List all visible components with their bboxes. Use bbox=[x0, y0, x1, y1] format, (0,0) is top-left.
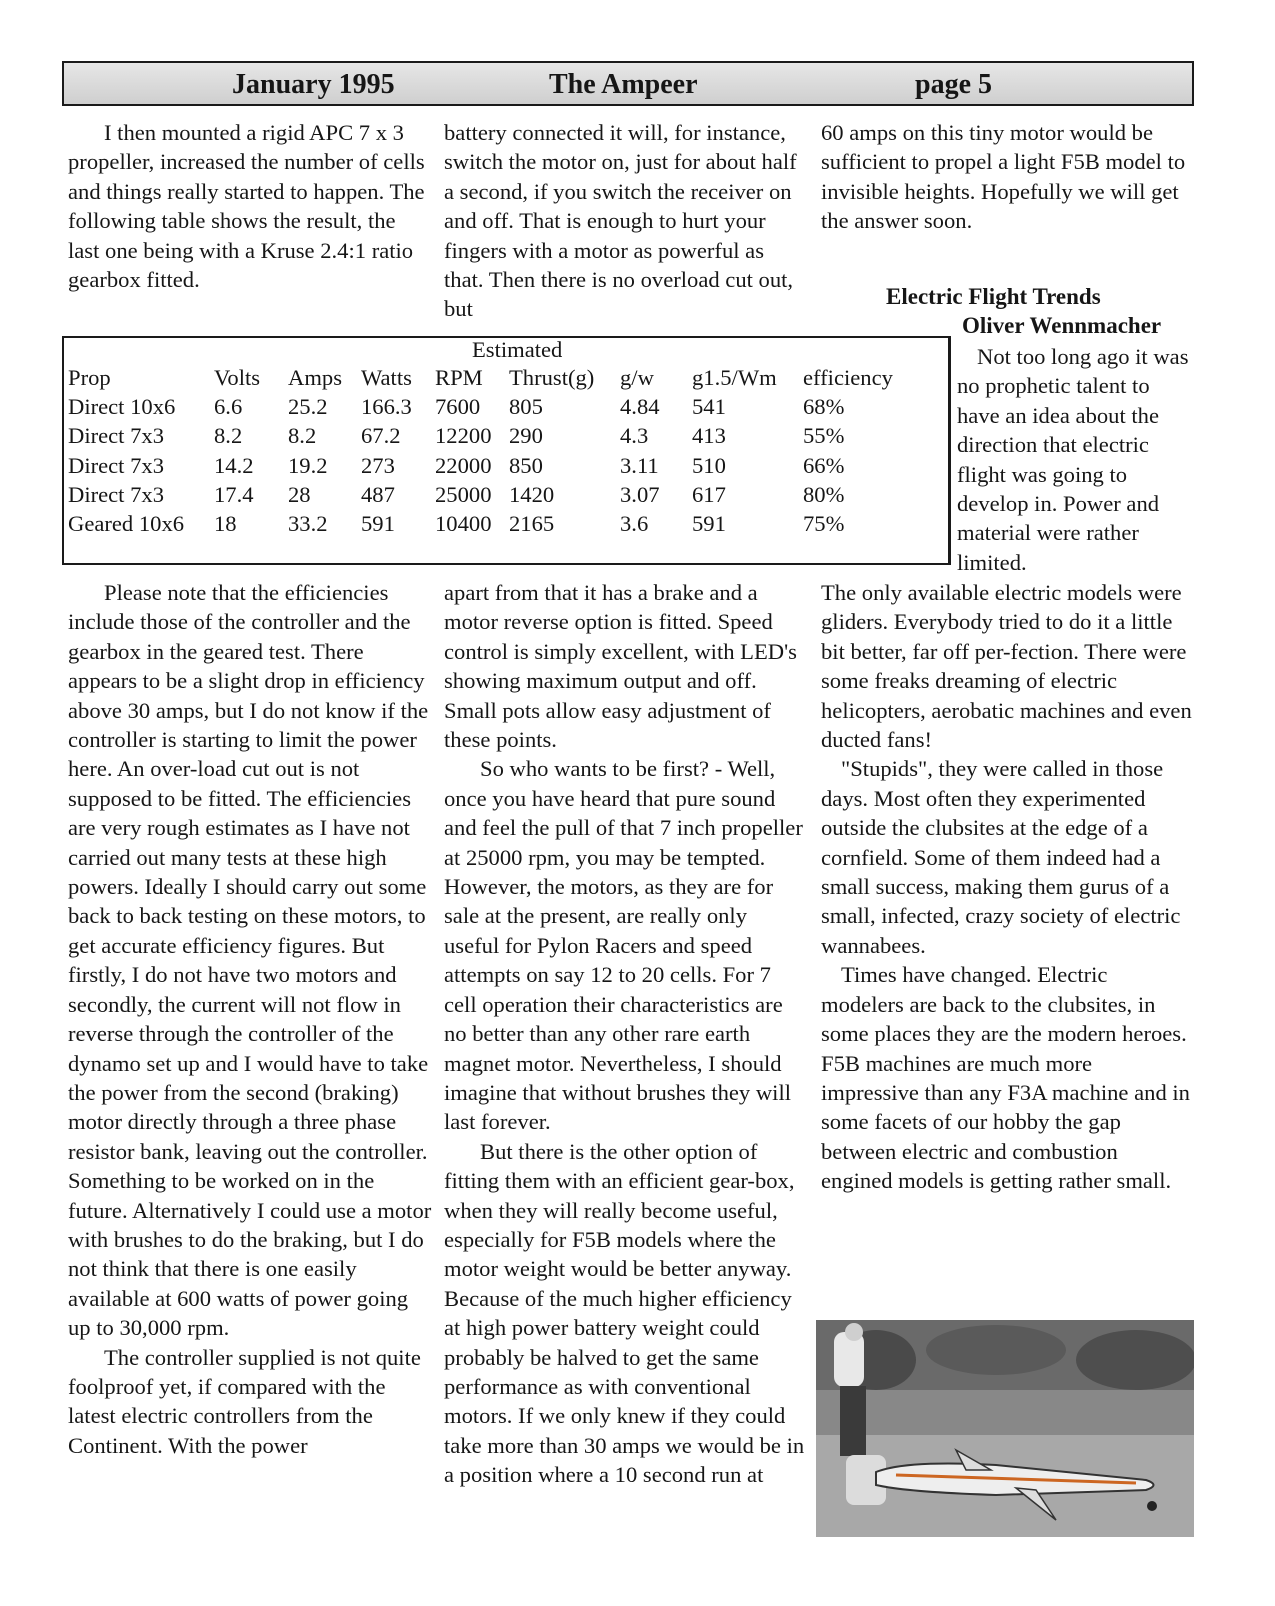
table-cell: 1420 bbox=[509, 481, 555, 507]
table-cell: 17.4 bbox=[214, 481, 254, 507]
table-cell: 4.3 bbox=[620, 423, 649, 449]
paragraph-gearbox: But there is the other option of fitting them with an efficient gear-box, when they will really become useful, especially for F5B models where the motor weight would be better anyway. Because of the much higher efficiency at high power battery weight could probably be halved to get the same performance as with conventional motors. If we only knew if they could take more than 30 amps we would be in a position where a 10 second run at bbox=[444, 1138, 805, 1488]
photo-model-aircraft bbox=[816, 1320, 1194, 1537]
table-column-header: g1.5/Wm bbox=[692, 365, 777, 390]
continued-paragraph: battery connected it will, for instance, switch the motor on, just for about half a second, if you switch the receiver on and off. That is enough to hurt your fingers with a motor as powerful as that. Then there is no overload cut out, but bbox=[444, 120, 797, 322]
table-cell: 22000 bbox=[435, 452, 492, 478]
table-cell: 3.07 bbox=[620, 481, 660, 507]
table-cell: 12200 bbox=[435, 423, 492, 449]
article-author: Oliver Wennmacher bbox=[962, 313, 1162, 338]
table-column-header: RPM bbox=[435, 365, 483, 390]
table-cell: 25.2 bbox=[288, 394, 328, 420]
table-cell: 487 bbox=[361, 481, 395, 507]
table-cell: Direct 10x6 bbox=[68, 394, 176, 420]
table-cell: 14.2 bbox=[214, 452, 254, 478]
table-cell: 8.2 bbox=[288, 423, 317, 449]
column-3-bottom bbox=[821, 578, 1193, 1196]
table-cell: 3.11 bbox=[620, 452, 659, 478]
table-cell: 166.3 bbox=[361, 394, 412, 420]
table-cell: 8.2 bbox=[214, 423, 243, 449]
paragraph-efficiency: Please note that the efficiencies include those of the controller and the gearbox in the geared test. There appears to be a slight drop in efficiency above 30 amps, but I do not know if the controller is starting to limit the power here. An over-load cut out is not supposed to be fitted. The efficiencies are very rough estimates as I have not carried out many tests at these high powers. Ideally I should carry out some back to back testing on these motors, to get accurate efficiency figures. But firstly, I do not have two motors and secondly, the current will not flow in reverse through the controller of the dynamo set up and I would have to take the power from the second (braking) motor directly through a three phase resistor bank, leaving out the controller. Something to be worked on in the future. Alternatively I could use a motor with brushes to do the braking, but I do not think that there is one easily available at 600 watts of power going up to 30,000 rpm. bbox=[68, 580, 432, 1341]
header-date: January 1995 bbox=[232, 69, 395, 100]
table-cell: 2165 bbox=[509, 511, 555, 536]
table-column-header: Prop bbox=[68, 365, 111, 390]
intro-paragraph: I then mounted a rigid APC 7 x 3 propeller, increased the number of cells and things really started to happen. The following table shows the result, the last one being with a Kruse 2.4:1 ratio gearbox fitted. bbox=[68, 120, 425, 293]
table-cell: 18 bbox=[214, 511, 237, 536]
table-cell: Direct 7x3 bbox=[68, 423, 164, 449]
table-column-header: Amps bbox=[288, 365, 342, 390]
table-cell: 805 bbox=[509, 394, 543, 420]
column-2-top bbox=[444, 118, 804, 324]
table-group-header: Estimated bbox=[472, 337, 563, 362]
table-cell: 541 bbox=[692, 394, 726, 420]
table-cell: 33.2 bbox=[288, 511, 328, 536]
table-column-header: Volts bbox=[214, 365, 261, 390]
paragraph-who-first: So who wants to be first? - Well, once you have heard that pure sound and feel the pull of that 7 inch propeller at 25000 rpm, you may be tempted. However, the motors, as they are for sale at the present, are really only useful for Pylon Racers and speed attempts on say 12 to 20 cells. For 7 cell operation their characteristics are no better than any other rare earth magnet motor. Nevertheless, I should imagine that without brushes they will last forever. bbox=[444, 756, 803, 1135]
table-cell: 591 bbox=[361, 511, 395, 536]
table-cell: 591 bbox=[692, 511, 726, 536]
table-cell: 290 bbox=[509, 423, 543, 449]
table-cell: 68% bbox=[803, 394, 845, 420]
paragraph-stupids: "Stupids", they were called in those days. Most often they experimented outside the clubsites at the edge of a cornfield. Some of them indeed had a small success, making them gurus of a small, infected, crazy society of electric wannabees. bbox=[821, 756, 1181, 958]
header-title: The Ampeer bbox=[549, 69, 698, 100]
results-table bbox=[62, 336, 951, 565]
table-cell: 273 bbox=[361, 452, 395, 478]
article-intro: Not too long ago it was no prophetic talent to have an idea about the direction that electric flight was going to develop in. Power and material were rather limited. bbox=[957, 344, 1189, 575]
table-cell: Geared 10x6 bbox=[68, 511, 185, 536]
continued-paragraph-col3: 60 amps on this tiny motor would be sufficient to propel a light F5B model to invisible heights. Hopefully we will get the answer soon. bbox=[821, 120, 1186, 234]
table-cell: 10400 bbox=[435, 511, 492, 536]
header-page-number: page 5 bbox=[915, 69, 992, 100]
table-cell: 66% bbox=[803, 452, 845, 478]
table-cell: 6.6 bbox=[214, 394, 243, 420]
table-cell: 67.2 bbox=[361, 423, 401, 449]
photo-illustration bbox=[816, 1320, 1194, 1537]
article-title: Electric Flight Trends bbox=[886, 284, 1101, 309]
column-1-bottom bbox=[68, 578, 433, 1460]
table-cell: 7600 bbox=[435, 394, 481, 420]
table-cell: 850 bbox=[509, 452, 543, 478]
table-cell: Direct 7x3 bbox=[68, 481, 164, 507]
table-cell: 55% bbox=[803, 423, 845, 449]
table-column-header: Watts bbox=[361, 365, 412, 390]
table-cell: 3.6 bbox=[620, 511, 649, 536]
table-cell: 80% bbox=[803, 481, 845, 507]
table-cell: 617 bbox=[692, 481, 726, 507]
column-3-side bbox=[957, 342, 1197, 577]
column-2-bottom bbox=[444, 578, 806, 1490]
table-column-header: g/w bbox=[620, 365, 654, 390]
page-header bbox=[62, 61, 1194, 106]
table-cell: 28 bbox=[288, 481, 311, 507]
table-column-header: efficiency bbox=[803, 365, 893, 390]
table-cell: 4.84 bbox=[620, 394, 660, 420]
column-1-top bbox=[68, 118, 428, 294]
table-cell: Direct 7x3 bbox=[68, 452, 164, 478]
table-cell: 510 bbox=[692, 452, 726, 478]
table-column-header: Thrust(g) bbox=[509, 365, 595, 390]
paragraph-gliders: The only available electric models were gliders. Everybody tried to do it a little bit better, far off per-fection. There were some freaks dreaming of electric helicopters, aerobatic machines and even ducted fans! bbox=[821, 580, 1192, 753]
table-cell: 413 bbox=[692, 423, 726, 449]
table-cell: 75% bbox=[803, 511, 845, 536]
table-cell: 25000 bbox=[435, 481, 492, 507]
paragraph-times-changed: Times have changed. Electric modelers are back to the clubsites, in some places they are the modern heroes. F5B machines are much more impressive than any F3A machine and in some facets of our hobby the gap between electric and combustion engined models is getting rather small. bbox=[821, 962, 1190, 1194]
paragraph-brake: apart from that it has a brake and a motor reverse option is fitted. Speed control is simply excellent, with LED's showing maximum output and off. Small pots allow easy adjustment of these points. bbox=[444, 580, 797, 753]
column-3-top bbox=[821, 118, 1189, 236]
paragraph-controller: The controller supplied is not quite foolproof yet, if compared with the latest electric controllers from the Continent. With the power bbox=[68, 1344, 421, 1458]
table-cell: 19.2 bbox=[288, 452, 328, 478]
